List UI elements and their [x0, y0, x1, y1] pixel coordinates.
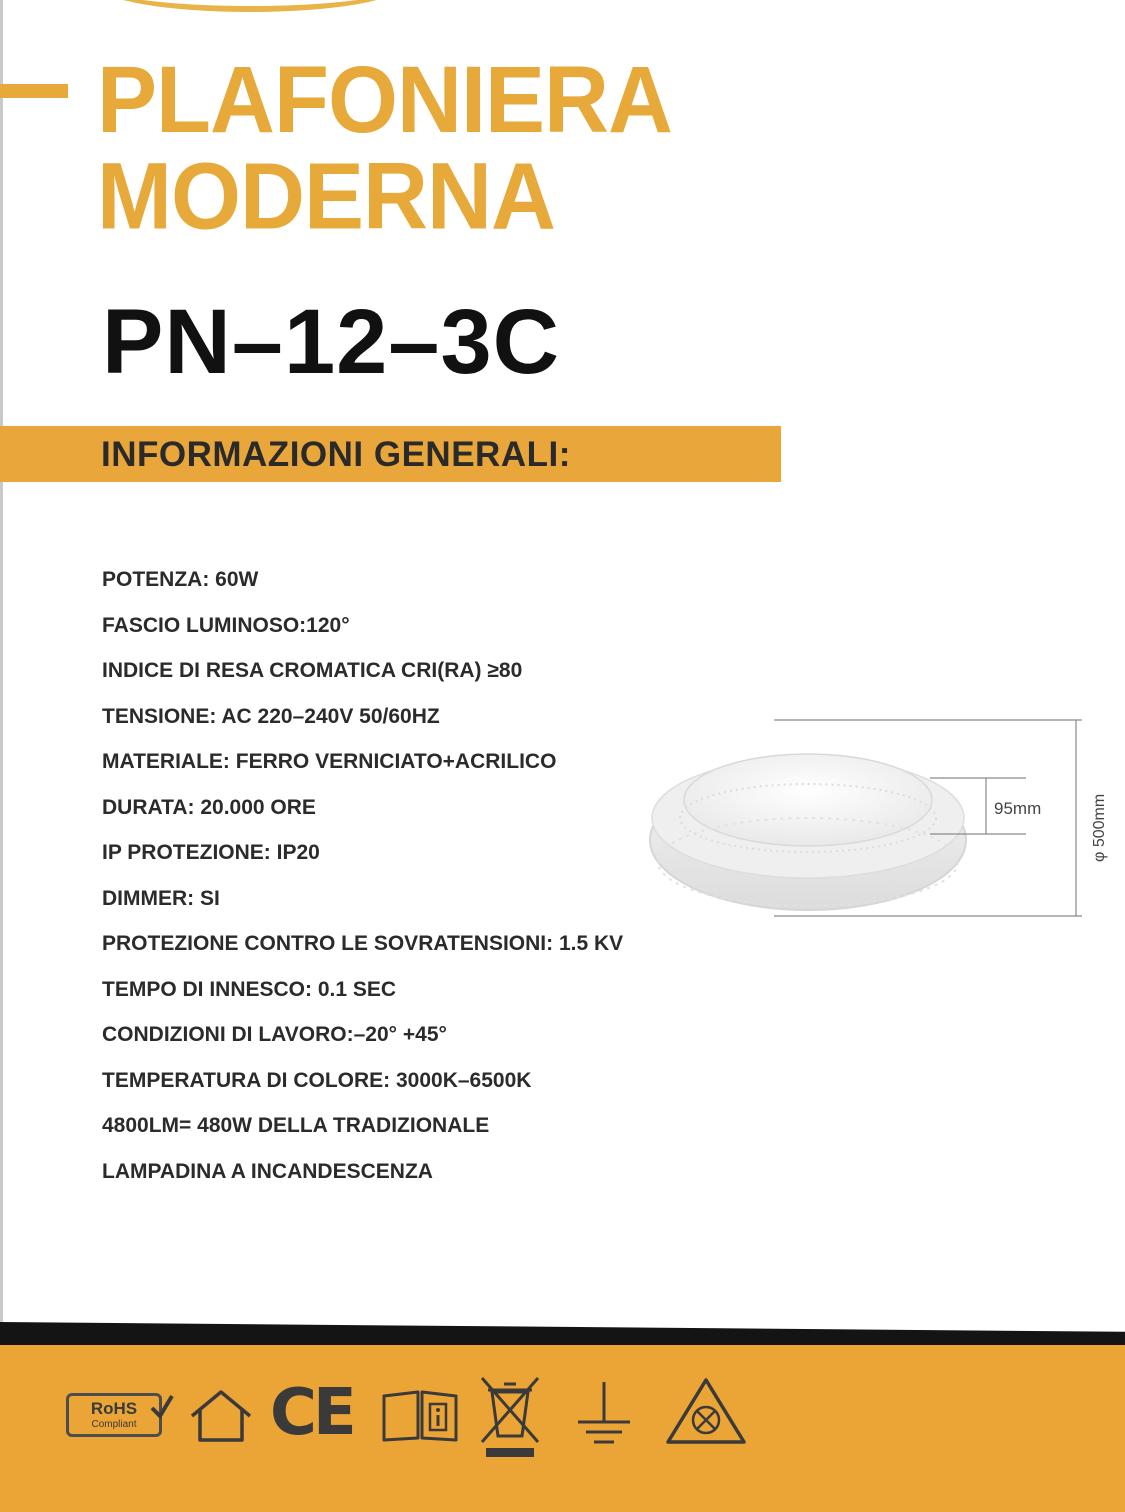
spec-item: PROTEZIONE CONTRO LE SOVRATENSIONI: 1.5 KV: [102, 932, 624, 955]
product-title-line1: PLAFONIERA: [97, 47, 672, 153]
spec-item: DURATA: 20.000 ORE: [102, 795, 316, 819]
rohs-label: RoHS: [90, 1399, 138, 1418]
lamp-dimension-drawing: [640, 712, 1120, 928]
title-accent-dash: [0, 84, 68, 98]
rohs-icon: [66, 1393, 162, 1437]
section-title: INFORMAZIONI GENERALI:: [101, 435, 571, 474]
decorative-arc: [100, 0, 400, 12]
section-header-band: [0, 426, 781, 482]
diameter-dimension-label: φ 500mm: [1091, 793, 1108, 862]
height-dimension-label: 95mm: [994, 799, 1042, 818]
spec-list: [102, 562, 623, 1199]
weee-bin-icon: [478, 1374, 542, 1460]
spec-item: 4800LM= 480W DELLA TRADIZIONALE: [102, 1114, 490, 1137]
lamp-product-image: [650, 754, 966, 910]
model-code: PN–12–3C: [102, 291, 561, 393]
spec-item: FASCIO LUMINOSO:120°: [102, 613, 350, 637]
spec-item: IP PROTEZIONE: IP20: [102, 841, 320, 864]
certification-footer: [0, 1345, 1125, 1512]
ground-icon: [574, 1380, 634, 1450]
spec-item: MATERIALE: FERRO VERNICIATO+ACRILICO: [102, 750, 557, 773]
product-title-line2: MODERNA: [97, 144, 555, 250]
ce-mark-icon: CE: [270, 1376, 353, 1450]
spec-item: TEMPERATURA DI COLORE: 3000K–6500K: [102, 1068, 532, 1092]
product-title: [97, 47, 672, 250]
checkmark-icon: [150, 1392, 174, 1422]
spec-item: POTENZA: 60W: [102, 568, 259, 591]
page-border: [0, 0, 3, 1512]
spec-item: TENSIONE: AC 220–240V 50/60HZ: [102, 704, 440, 728]
no-bulb-triangle-icon: [664, 1376, 748, 1446]
spec-item: TEMPO DI INNESCO: 0.1 SEC: [102, 977, 397, 1001]
spec-item: CONDIZIONI DI LAVORO:–20° +45°: [102, 1023, 447, 1046]
indoor-use-icon: [188, 1388, 254, 1444]
spec-item: DIMMER: SI: [102, 886, 220, 910]
spec-item: INDICE DI RESA CROMATICA CRI(RA) ≥80: [102, 659, 523, 682]
rohs-sublabel: Compliant: [91, 1419, 137, 1430]
manual-info-icon: [380, 1390, 460, 1442]
spec-item: LAMPADINA A INCANDESCENZA: [102, 1159, 433, 1183]
